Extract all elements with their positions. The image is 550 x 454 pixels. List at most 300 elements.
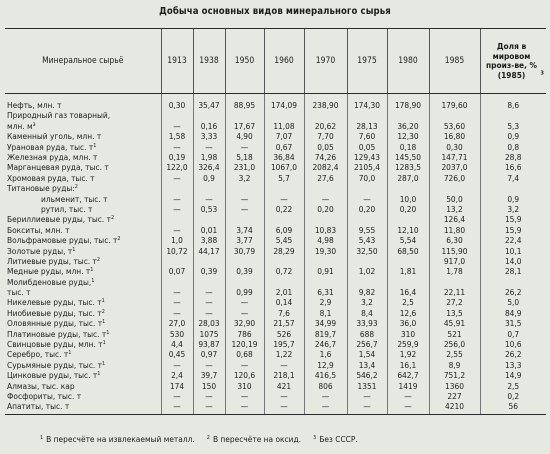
table-row bbox=[5, 214, 546, 224]
share-value-cell: 16,6 bbox=[480, 162, 546, 172]
mineral-name: Алмазы, тыс. кар bbox=[7, 380, 75, 391]
year-value-cell bbox=[193, 183, 225, 193]
table-row bbox=[5, 131, 546, 141]
mineral-name: Нефть, млн. т bbox=[7, 100, 62, 111]
year-value-cell: 0,53 bbox=[193, 204, 225, 214]
year-value-cell: 178,90 bbox=[387, 94, 429, 111]
year-value-cell: 5,54 bbox=[387, 235, 429, 245]
year-value-cell: 530 bbox=[161, 329, 193, 339]
year-value-cell bbox=[193, 256, 225, 266]
year-value-cell: 2,4 bbox=[161, 370, 193, 380]
share-value-cell bbox=[480, 277, 546, 287]
year-value-cell: 0,68 bbox=[225, 349, 264, 359]
year-value-cell: 3,2 bbox=[347, 297, 387, 307]
footnote-marker: 2 bbox=[117, 236, 121, 243]
year-value-cell: — bbox=[161, 391, 193, 401]
table-row bbox=[5, 287, 546, 297]
year-value-cell: 2,5 bbox=[387, 297, 429, 307]
year-value-cell: 287,0 bbox=[387, 173, 429, 183]
mineral-name: Молибденовые руды, bbox=[7, 276, 92, 287]
year-value-cell: 256,0 bbox=[429, 339, 480, 349]
year-value-cell: 147,71 bbox=[429, 152, 480, 162]
share-value-cell: 5,0 bbox=[480, 297, 546, 307]
column-header-year: 1950 bbox=[225, 29, 264, 94]
year-value-cell: 36,0 bbox=[387, 318, 429, 328]
year-value-cell: 36,20 bbox=[387, 121, 429, 131]
year-value-cell: 0,45 bbox=[161, 349, 193, 359]
year-value-cell: 19,30 bbox=[304, 245, 347, 255]
year-value-cell: 27,6 bbox=[304, 173, 347, 183]
footnote-marker: 3 bbox=[540, 70, 544, 77]
year-value-cell: 8,1 bbox=[304, 308, 347, 318]
footnote-marker: 1 bbox=[97, 371, 101, 378]
year-value-cell: — bbox=[161, 308, 193, 318]
share-value-cell: 28,1 bbox=[480, 266, 546, 276]
table-row bbox=[5, 329, 546, 339]
year-value-cell: 0,72 bbox=[264, 266, 304, 276]
year-value-cell: 17,67 bbox=[225, 121, 264, 131]
footnote-marker: 1 bbox=[72, 246, 76, 253]
column-header-year: 1975 bbox=[347, 29, 387, 94]
mineral-name: Литиевые руды, тыс. т bbox=[7, 255, 97, 266]
mineral-name: рутил, тыс. т bbox=[41, 203, 93, 214]
year-value-cell: 0,01 bbox=[193, 225, 225, 235]
year-value-cell: — bbox=[193, 308, 225, 318]
mineral-name: Никелевые руды, тыс. т bbox=[7, 297, 102, 308]
year-value-cell: — bbox=[225, 391, 264, 401]
year-value-cell: 74,26 bbox=[304, 152, 347, 162]
year-value-cell: 642,7 bbox=[387, 370, 429, 380]
year-value-cell: — bbox=[225, 401, 264, 414]
year-value-cell: — bbox=[193, 401, 225, 414]
mineral-name: Бериллиевые руды, тыс. т bbox=[7, 214, 111, 225]
year-value-cell: 0,99 bbox=[225, 287, 264, 297]
year-value-cell: 16,80 bbox=[429, 131, 480, 141]
year-value-cell: 70,0 bbox=[347, 173, 387, 183]
year-value-cell: 2,9 bbox=[304, 297, 347, 307]
table-row bbox=[5, 152, 546, 162]
mineral-name: Свинцовые руды, млн. т bbox=[7, 339, 103, 350]
mineral-name-cell bbox=[5, 287, 161, 297]
year-value-cell: 195,7 bbox=[264, 339, 304, 349]
year-value-cell: 53,60 bbox=[429, 121, 480, 131]
year-value-cell: — bbox=[161, 287, 193, 297]
footnote-marker: 2 bbox=[74, 184, 78, 191]
share-value-cell: 28,8 bbox=[480, 152, 546, 162]
year-value-cell: 9,82 bbox=[347, 287, 387, 297]
year-value-cell: 28,29 bbox=[264, 245, 304, 255]
mineral-name: Серебро, тыс. т bbox=[7, 349, 69, 360]
mineral-name: Оловянные руды, тыс. т bbox=[7, 318, 103, 329]
table-row bbox=[5, 308, 546, 318]
footnote-marker: 3 bbox=[313, 435, 317, 441]
year-value-cell: 227 bbox=[429, 391, 480, 401]
year-value-cell: 786 bbox=[225, 329, 264, 339]
year-value-cell bbox=[347, 256, 387, 266]
mineral-name: Сурьмяные руды, тыс. т bbox=[7, 359, 103, 370]
year-value-cell bbox=[225, 256, 264, 266]
year-value-cell: 1,78 bbox=[429, 266, 480, 276]
mineral-name-cell bbox=[5, 162, 161, 172]
table-row bbox=[5, 318, 546, 328]
year-value-cell: 3,88 bbox=[193, 235, 225, 245]
footnote-marker: 1 bbox=[90, 267, 94, 274]
year-value-cell: 259,9 bbox=[387, 339, 429, 349]
year-value-cell: 10,0 bbox=[387, 194, 429, 204]
mineral-name-cell bbox=[5, 204, 161, 214]
year-value-cell: 546,2 bbox=[347, 370, 387, 380]
share-value-cell: 15,9 bbox=[480, 225, 546, 235]
mineral-name-cell bbox=[5, 173, 161, 183]
share-value-cell: 7,4 bbox=[480, 173, 546, 183]
year-value-cell: 4,4 bbox=[161, 339, 193, 349]
year-value-cell bbox=[264, 110, 304, 120]
year-value-cell: 6,31 bbox=[304, 287, 347, 297]
share-value-cell: 10,1 bbox=[480, 245, 546, 255]
share-value-cell: 0,9 bbox=[480, 194, 546, 204]
year-value-cell: 1419 bbox=[387, 381, 429, 391]
year-value-cell: — bbox=[193, 360, 225, 370]
year-value-cell: 32,90 bbox=[225, 318, 264, 328]
year-value-cell: 1,22 bbox=[264, 349, 304, 359]
year-value-cell: 28,13 bbox=[347, 121, 387, 131]
year-value-cell: 27,0 bbox=[161, 318, 193, 328]
year-value-cell: 12,9 bbox=[304, 360, 347, 370]
share-value-cell bbox=[480, 110, 546, 120]
mineral-name-cell bbox=[5, 94, 161, 111]
year-value-cell: 0,9 bbox=[193, 173, 225, 183]
mineral-name: млн. м³ bbox=[7, 120, 36, 131]
year-value-cell: 1,02 bbox=[347, 266, 387, 276]
table-row bbox=[5, 142, 546, 152]
share-value-cell: 31,5 bbox=[480, 318, 546, 328]
year-value-cell: 28,03 bbox=[193, 318, 225, 328]
year-value-cell: 726,0 bbox=[429, 173, 480, 183]
year-value-cell: — bbox=[161, 360, 193, 370]
year-value-cell: 0,67 bbox=[264, 142, 304, 152]
year-value-cell: 0,05 bbox=[347, 142, 387, 152]
year-value-cell: 13,4 bbox=[347, 360, 387, 370]
year-value-cell: 2037,0 bbox=[429, 162, 480, 172]
year-value-cell: 0,19 bbox=[161, 152, 193, 162]
footnote-marker: 1 bbox=[40, 435, 44, 441]
year-value-cell: — bbox=[264, 401, 304, 414]
year-value-cell: 32,50 bbox=[347, 245, 387, 255]
year-value-cell: 0,39 bbox=[225, 266, 264, 276]
share-value-cell: 14,9 bbox=[480, 370, 546, 380]
mineral-name: Хромовая руда, тыс. т bbox=[7, 172, 95, 183]
column-header-mineral bbox=[5, 29, 161, 94]
year-value-cell: 0,91 bbox=[304, 266, 347, 276]
year-value-cell bbox=[387, 256, 429, 266]
table-row bbox=[5, 194, 546, 204]
year-value-cell: 246,7 bbox=[304, 339, 347, 349]
mineral-name: Апатиты, тыс. т bbox=[7, 401, 70, 412]
share-value-cell: 0,7 bbox=[480, 329, 546, 339]
year-value-cell: — bbox=[161, 204, 193, 214]
year-value-cell: 1283,5 bbox=[387, 162, 429, 172]
year-value-cell: 917,0 bbox=[429, 256, 480, 266]
year-value-cell bbox=[387, 183, 429, 193]
year-value-cell: 421 bbox=[264, 381, 304, 391]
footnote-marker: 1 bbox=[91, 277, 95, 284]
footnote-text: Без СССР. bbox=[319, 434, 358, 444]
footnote-marker: 1 bbox=[106, 329, 110, 336]
year-value-cell: 0,30 bbox=[429, 142, 480, 152]
year-value-cell: 5,7 bbox=[264, 173, 304, 183]
year-value-cell bbox=[304, 256, 347, 266]
year-value-cell: — bbox=[264, 360, 304, 370]
year-value-cell: 68,50 bbox=[387, 245, 429, 255]
table-row bbox=[5, 183, 546, 193]
year-value-cell: 218,1 bbox=[264, 370, 304, 380]
year-value-cell: 36,84 bbox=[264, 152, 304, 162]
year-value-cell: 1351 bbox=[347, 381, 387, 391]
share-value-cell: 0,8 bbox=[480, 142, 546, 152]
year-value-cell: 129,43 bbox=[347, 152, 387, 162]
mineral-name-cell bbox=[5, 329, 161, 339]
year-value-cell bbox=[193, 110, 225, 120]
share-value-cell: 26,2 bbox=[480, 287, 546, 297]
column-header-year: 1960 bbox=[264, 29, 304, 94]
table-row bbox=[5, 297, 546, 307]
year-value-cell bbox=[429, 277, 480, 287]
year-value-cell: — bbox=[193, 297, 225, 307]
column-header-year: 1970 bbox=[304, 29, 347, 94]
year-value-cell: — bbox=[193, 194, 225, 204]
footnote-marker: 1 bbox=[93, 142, 97, 149]
year-value-cell: 256,7 bbox=[347, 339, 387, 349]
table-row bbox=[5, 94, 546, 111]
year-value-cell bbox=[429, 183, 480, 193]
year-value-cell: 16,1 bbox=[387, 360, 429, 370]
footnote-marker: 2 bbox=[101, 308, 105, 315]
year-value-cell: 7,07 bbox=[264, 131, 304, 141]
year-value-cell: 27,2 bbox=[429, 297, 480, 307]
column-header-year: 1913 bbox=[161, 29, 193, 94]
year-value-cell: 416,5 bbox=[304, 370, 347, 380]
mineral-name: Медные руды, млн. т bbox=[7, 266, 91, 277]
mineral-name-cell bbox=[5, 121, 161, 131]
table-row bbox=[5, 245, 546, 255]
year-value-cell: 16,4 bbox=[387, 287, 429, 297]
header-row bbox=[5, 29, 546, 94]
year-value-cell: 0,16 bbox=[193, 121, 225, 131]
year-value-cell: 1360 bbox=[429, 381, 480, 391]
year-value-cell: 1,98 bbox=[193, 152, 225, 162]
year-value-cell bbox=[387, 214, 429, 224]
share-value-cell: 26,2 bbox=[480, 349, 546, 359]
year-value-cell: 819,7 bbox=[304, 329, 347, 339]
year-value-cell: 2,55 bbox=[429, 349, 480, 359]
table-row bbox=[5, 381, 546, 391]
year-value-cell: 3,33 bbox=[193, 131, 225, 141]
year-value-cell: 1,92 bbox=[387, 349, 429, 359]
year-value-cell: — bbox=[193, 287, 225, 297]
year-value-cell: 7,6 bbox=[264, 308, 304, 318]
table-row bbox=[5, 370, 546, 380]
year-value-cell: 11,08 bbox=[264, 121, 304, 131]
year-value-cell: — bbox=[161, 297, 193, 307]
year-value-cell: 526 bbox=[264, 329, 304, 339]
share-value-cell: 5,3 bbox=[480, 121, 546, 131]
year-value-cell: 11,80 bbox=[429, 225, 480, 235]
mineral-name-cell bbox=[5, 245, 161, 255]
mineral-name-cell bbox=[5, 297, 161, 307]
year-value-cell bbox=[264, 256, 304, 266]
year-value-cell bbox=[161, 110, 193, 120]
year-value-cell: 4,90 bbox=[225, 131, 264, 141]
share-value-cell: 13,3 bbox=[480, 360, 546, 370]
share-value-cell: 2,5 bbox=[480, 381, 546, 391]
year-value-cell: 5,45 bbox=[264, 235, 304, 245]
year-value-cell bbox=[347, 110, 387, 120]
mineral-name: Каменный уголь, млн. т bbox=[7, 131, 102, 142]
mineral-name: Фосфориты, тыс. т bbox=[7, 390, 82, 401]
year-value-cell: 179,60 bbox=[429, 94, 480, 111]
year-value-cell: 33,93 bbox=[347, 318, 387, 328]
mineral-name-cell bbox=[5, 401, 161, 414]
table-row bbox=[5, 235, 546, 245]
column-header-year: 1985 bbox=[429, 29, 480, 94]
year-value-cell: — bbox=[347, 391, 387, 401]
year-value-cell: 1,0 bbox=[161, 235, 193, 245]
mineral-name: ильменит, тыс. т bbox=[41, 193, 108, 204]
year-value-cell: 0,30 bbox=[161, 94, 193, 111]
share-value-cell: 14,0 bbox=[480, 256, 546, 266]
year-value-cell: 1,81 bbox=[387, 266, 429, 276]
year-value-cell: — bbox=[193, 391, 225, 401]
mineral-name-cell bbox=[5, 277, 161, 287]
share-value-cell: 84,9 bbox=[480, 308, 546, 318]
footnote-marker: 1 bbox=[101, 298, 105, 305]
year-value-cell: 10,83 bbox=[304, 225, 347, 235]
share-value-cell: 8,6 bbox=[480, 94, 546, 111]
year-value-cell: — bbox=[225, 142, 264, 152]
mineral-name-cell bbox=[5, 131, 161, 141]
year-value-cell: 5,18 bbox=[225, 152, 264, 162]
year-value-cell bbox=[264, 277, 304, 287]
year-value-cell: 30,79 bbox=[225, 245, 264, 255]
year-value-cell: 1,6 bbox=[304, 349, 347, 359]
year-value-cell: — bbox=[193, 142, 225, 152]
year-value-cell bbox=[161, 277, 193, 287]
mineral-name-cell bbox=[5, 360, 161, 370]
year-value-cell: 0,05 bbox=[304, 142, 347, 152]
year-value-cell: 174 bbox=[161, 381, 193, 391]
year-value-cell bbox=[264, 183, 304, 193]
year-value-cell: 0,18 bbox=[387, 142, 429, 152]
year-value-cell bbox=[264, 214, 304, 224]
year-value-cell: 174,30 bbox=[347, 94, 387, 111]
year-value-cell: — bbox=[225, 297, 264, 307]
year-value-cell: 3,77 bbox=[225, 235, 264, 245]
footnote bbox=[207, 434, 307, 444]
year-value-cell: 310 bbox=[225, 381, 264, 391]
year-value-cell: — bbox=[161, 225, 193, 235]
year-value-cell: 10,72 bbox=[161, 245, 193, 255]
year-value-cell bbox=[193, 214, 225, 224]
mineral-name-cell bbox=[5, 110, 161, 120]
column-header-year: 1980 bbox=[387, 29, 429, 94]
year-value-cell: 22,11 bbox=[429, 287, 480, 297]
footnote-marker: 1 bbox=[102, 360, 106, 367]
mineral-name: тыс. т bbox=[7, 287, 31, 298]
year-value-cell: 0,97 bbox=[193, 349, 225, 359]
table-row bbox=[5, 339, 546, 349]
year-value-cell: 2,01 bbox=[264, 287, 304, 297]
mineral-name: Железная руда, млн. т bbox=[7, 152, 98, 162]
year-value-cell: 126,4 bbox=[429, 214, 480, 224]
year-value-cell bbox=[304, 214, 347, 224]
year-value-cell: — bbox=[304, 401, 347, 414]
year-value-cell: 1067,0 bbox=[264, 162, 304, 172]
table-body bbox=[5, 94, 546, 415]
year-value-cell bbox=[161, 214, 193, 224]
year-value-cell: 122,0 bbox=[161, 162, 193, 172]
year-value-cell: — bbox=[161, 121, 193, 131]
mineral-name: Природный газ товарный, bbox=[7, 110, 111, 121]
year-value-cell: 34,99 bbox=[304, 318, 347, 328]
mineral-name: Урановая руда, тыс. т bbox=[7, 141, 94, 152]
year-value-cell: 0,20 bbox=[387, 204, 429, 214]
mineral-name-cell bbox=[5, 381, 161, 391]
footnote bbox=[313, 434, 364, 444]
year-value-cell bbox=[387, 110, 429, 120]
year-value-cell: 7,70 bbox=[304, 131, 347, 141]
mineral-name: Марганцевая руда, тыс. т bbox=[7, 162, 109, 173]
share-value-cell bbox=[480, 183, 546, 193]
footnote-text: В пересчёте на извлекаемый металл. bbox=[46, 434, 195, 444]
year-value-cell: 20,62 bbox=[304, 121, 347, 131]
year-value-cell bbox=[347, 277, 387, 287]
year-value-cell: 310 bbox=[387, 329, 429, 339]
year-value-cell: 120,6 bbox=[225, 370, 264, 380]
year-value-cell: 8,4 bbox=[347, 308, 387, 318]
year-value-cell: 0,22 bbox=[264, 204, 304, 214]
year-value-cell: 2082,4 bbox=[304, 162, 347, 172]
mineral-name-cell bbox=[5, 214, 161, 224]
mineral-name-cell bbox=[5, 256, 161, 266]
table-row bbox=[5, 277, 546, 287]
year-value-cell: 12,6 bbox=[387, 308, 429, 318]
footnote-marker: 2 bbox=[110, 215, 115, 222]
year-value-cell: 0,14 bbox=[264, 297, 304, 307]
mineral-name-cell bbox=[5, 339, 161, 349]
year-value-cell bbox=[304, 110, 347, 120]
mineral-name-cell bbox=[5, 266, 161, 276]
table-row bbox=[5, 266, 546, 276]
year-value-cell: 93,87 bbox=[193, 339, 225, 349]
year-value-cell: 1,54 bbox=[347, 349, 387, 359]
year-value-cell bbox=[429, 110, 480, 120]
year-value-cell: — bbox=[161, 401, 193, 414]
footnote-text: В пересчёте на оксид. bbox=[212, 434, 302, 444]
year-value-cell: 688 bbox=[347, 329, 387, 339]
year-value-cell: 0,20 bbox=[304, 204, 347, 214]
year-value-cell: 3,2 bbox=[225, 173, 264, 183]
mineral-name-cell bbox=[5, 194, 161, 204]
column-header-year: 1938 bbox=[193, 29, 225, 94]
year-value-cell bbox=[387, 277, 429, 287]
year-value-cell: — bbox=[387, 401, 429, 414]
year-value-cell: — bbox=[264, 194, 304, 204]
year-value-cell: — bbox=[264, 391, 304, 401]
year-value-cell: — bbox=[304, 391, 347, 401]
year-value-cell: 13,2 bbox=[429, 204, 480, 214]
table-row bbox=[5, 391, 546, 401]
table-row bbox=[5, 225, 546, 235]
